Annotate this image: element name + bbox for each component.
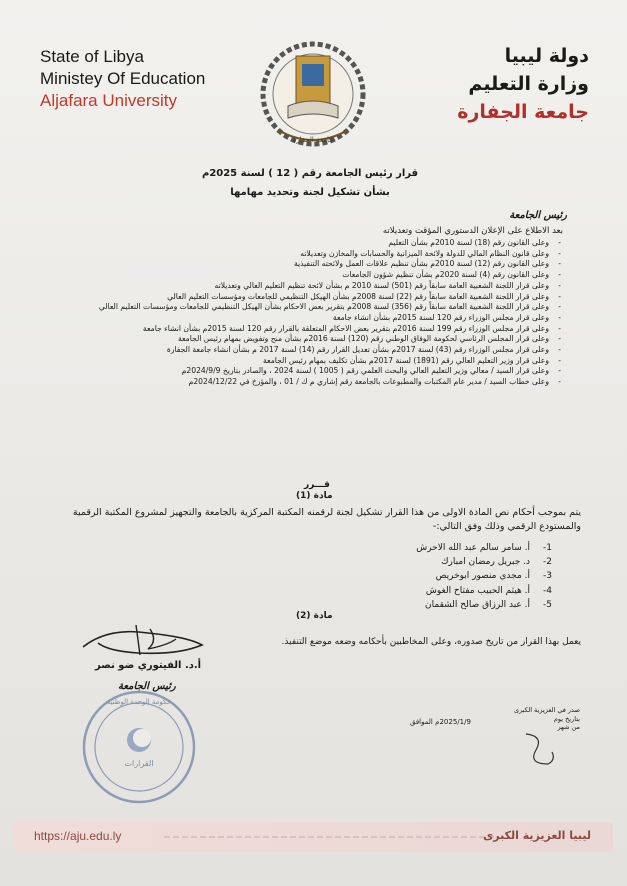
reference-item: - وعلى القانون رقم (12) لسنة 2010م بشأن تنظيم علاقات العمل ولائحته التنفيذية — [49, 259, 549, 270]
reference-item: - وعلى قرار مجلس الوزراء رقم 199 لسنة 2016م بتقرير بعض الاحكام المتعلقة بالقرار رقم 120 لسنة 2015م بشأن انشاء جامعة — [49, 324, 549, 335]
reference-item: - وعلى القانون رقم (4) لسنة 2020م بشأن تنظيم شؤون الجامعات — [49, 270, 549, 281]
header-english — [40, 46, 240, 112]
stamp-text-outer: حكومة الوحدة الوطنية — [106, 698, 172, 706]
issued-month: من شهر — [557, 723, 580, 731]
decides-heading: قـــرر — [304, 480, 330, 490]
reference-item: - وعلى قرار وزير التعليم العالي رقم (1891) لسنة 2017م بشأن تكليف بمهام رئيس الجامعة — [49, 356, 549, 367]
reference-item: - وعلى قرار مجلس الوزراء رقم (43) لسنة 2017م بشأن تعديل القرار رقم (14) لسنة 2017 م بشأن انشاء جامعة الجفارة — [49, 345, 549, 356]
issued-day: بتاريخ يوم — [553, 714, 580, 723]
article-1-text: يتم بموجب أحكام نص المادة الاولى من هذا القرار تشكيل لجنة لرقمنه المكتبة المركزية بالجامعة والتجهيز لمشروع المكتبة الرقمية والمستودع الرقمي وذلك وفق التالي:- — [72, 507, 581, 532]
member-name: د. جبريل رمضان امبارك — [441, 557, 530, 568]
reference-item: - وعلى قرار المجلس الرئاسي لحكومة الوفاق الوطني رقم (120) لسنة 2016م بشأن منح وتفويض بمهام رئيس الجامعة — [49, 334, 549, 345]
reference-item: - وعلى القانون رقم (18) لسنة 2010م بشأن التعليم — [49, 238, 549, 249]
committee-member — [416, 569, 552, 583]
president-title: رئيس الجامعة — [118, 681, 176, 692]
reference-item: - وعلى قانون النظام المالي للدولة ولائحة الميزانية والحسابات والمخازن وتعديلاته — [49, 249, 549, 260]
committee-member — [416, 555, 552, 569]
issued-place: صدر في العزيزية الكبرى — [513, 706, 580, 714]
committee-members-list — [416, 541, 552, 612]
committee-member — [416, 584, 552, 598]
issued-date-label: الموافق — [410, 718, 433, 726]
issued-date-row — [410, 718, 471, 727]
reference-item: - وعلى خطاب السيد / مدير عام المكتبات والمطبوعات بالجامعة رقم إشاري م ك / 01 ، والمؤرخ في 2024/12/22م — [49, 377, 549, 388]
decision-title: قرار رئيس الجامعة رقم ( 12 ) لسنة 2025م — [201, 168, 419, 179]
president-heading: رئيس الجامعة — [509, 210, 567, 221]
member-number: 5- — [543, 599, 552, 610]
member-number: 1- — [543, 543, 552, 553]
header-arabic — [429, 42, 589, 126]
reference-item: - وعلى قرار اللجنة الشعبية العامة سابقاً رقم (356) لسنة 2008م بتقرير بعض الاحكام بشأن الهيكل التنظيمي للجامعات ومؤسسات التعليم العالي — [49, 302, 549, 313]
footer-pattern — [164, 834, 494, 840]
reference-item: - وعلى قرار السيد / معالي وزير التعليم العالي والبحث العلمي رقم ( 1005 ) لسنة 2024 ، والصادر بتاريخ 2024/9/9م — [49, 366, 549, 377]
issued-date: 2025/1/9م — [435, 718, 471, 726]
president-signature — [78, 619, 208, 665]
member-number: 2- — [543, 557, 552, 568]
footer-bar — [14, 822, 613, 852]
member-name: أ. مجدي منصور ابوخريص — [435, 571, 530, 582]
committee-member — [416, 541, 552, 555]
reference-item: - وعلى قرار اللجنة الشعبية العامة سابقاً رقم (22) لسنة 2008م بشأن الهيكل التنظيمي للجامعات ومؤسسات التعليم العالي — [49, 292, 549, 303]
footer-url[interactable]: https://aju.edu.ly — [34, 829, 122, 843]
university-logo — [258, 38, 368, 156]
member-name: أ. عبد الرزاق صالح الشقمان — [425, 599, 530, 610]
member-name: أ. هيثم الحبيب مفتاح الغوش — [425, 585, 530, 596]
article-2-text: يعمل بهذا القرار من تاريخ صدوره، وعلى المخاطبين بأحكامه وضعه موضع التنفيذ. — [281, 637, 581, 647]
committee-member — [416, 598, 552, 612]
member-number: 3- — [543, 571, 552, 582]
header-en-state: State of Libya — [40, 47, 144, 66]
member-number: 4- — [543, 585, 552, 596]
reference-item: - وعلى قرار اللجنة الشعبية العامة سابقاً رقم (501) لسنة 2010 م بشأن لائحة تنظيم التعليم العالي وتعديلاته — [49, 281, 549, 292]
logo-text: جامعة الجفارة — [292, 136, 334, 144]
reference-item: - وعلى قرار مجلس الوزراء رقم 120 لسنة 2015م بشأن انشاء جامعة — [49, 313, 549, 324]
decision-subject: بشأن تشكيل لجنة وتحديد مهامها — [230, 187, 390, 198]
member-name: أ. سامر سالم عبد الله الاحرش — [416, 543, 530, 553]
references-list — [49, 238, 563, 388]
header-ar-state: دولة ليبيا — [504, 45, 589, 67]
footer-location: ليبيا العزيزية الكبرى — [483, 829, 591, 842]
president-name: أ.د. الفيتوري ضو نصر — [95, 660, 202, 671]
official-stamp — [80, 688, 198, 806]
intro-line: بعد الاطلاع على الإعلان الدستوري المؤقت وتعديلاته — [382, 226, 563, 236]
stamp-text-inner: القرارات — [124, 759, 154, 768]
article-2-heading: مادة (2) — [296, 611, 333, 621]
header-ar-university: جامعة الجفارة — [457, 101, 589, 123]
header-en-ministry: Ministey Of Education — [40, 69, 206, 88]
header-en-university: Aljafara University — [40, 91, 177, 110]
header-ar-ministry: وزارة التعليم — [468, 73, 589, 95]
article-1-heading: مادة (1) — [296, 491, 333, 501]
issuer-signature — [518, 730, 562, 770]
issued-block — [405, 706, 580, 732]
